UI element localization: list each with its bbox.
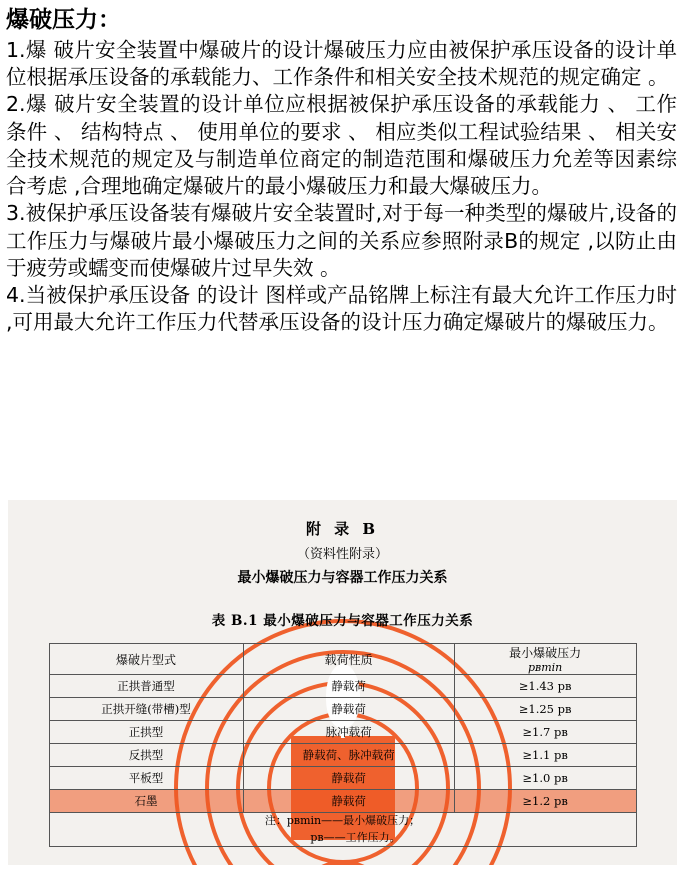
table-row <box>49 790 636 813</box>
annex-subtitle: （资料性附录） <box>296 547 388 562</box>
paragraph-2: 2.爆 破片安全装置的设计单位应根据被保护承压设备的承载能力 、 工作条件 、 结构特点 、 使用单位的要求 、 相应类似工程试验结果 、 相关安全技术规范的规定及与制造单位商定的制造范围和爆破压力允差等因素综合考虑 ,合理地确定爆破片的最小爆破压力和最大爆破压力。 <box>6 92 677 198</box>
table-header-pressure-label: 最小爆破压力 <box>509 646 582 660</box>
table-row <box>49 767 636 790</box>
pressure-table <box>49 643 637 847</box>
table-header-row <box>49 644 636 675</box>
cell-load: 静载荷 <box>243 790 454 813</box>
table-header-type: 爆破片型式 <box>49 644 243 675</box>
paragraph-3: 3.被保护承压设备装有爆破片安全装置时,对于每一种类型的爆破片,设备的工作压力与爆破片最小爆破压力之间的关系应参照附录B的规定 ,以防止由于疲劳或蠕变而使爆破片过早失效 。 <box>6 201 677 280</box>
table-header-pressure-symbol: pʙmin <box>527 661 563 674</box>
annex-heading: 最小爆破压力与容器工作压力关系 <box>237 570 448 586</box>
cell-load: 静载荷 <box>243 675 454 698</box>
cell-pressure: ≥1.0 pʙ <box>454 767 636 790</box>
cell-type: 石墨 <box>49 790 243 813</box>
cell-load: 静载荷 <box>243 767 454 790</box>
cell-load: 静载荷 <box>243 698 454 721</box>
table-row <box>49 698 636 721</box>
table-header-load: 载荷性质 <box>243 644 454 675</box>
annex-figure-image <box>8 500 677 865</box>
table-row <box>49 721 636 744</box>
table-note-row <box>49 813 636 847</box>
paragraph-1: 1.爆 破片安全装置中爆破片的设计爆破压力应由被保护承压设备的设计单位根据承压设备的承载能力、工作条件和相关安全技术规范的规定确定 。 <box>6 37 677 89</box>
text-section <box>0 0 685 337</box>
cell-load: 脉冲载荷 <box>243 721 454 744</box>
cell-type: 正拱开缝(带槽)型 <box>49 698 243 721</box>
cell-type: 反拱型 <box>49 744 243 767</box>
table-header-pressure <box>454 644 636 675</box>
cell-pressure: ≥1.1 pʙ <box>454 744 636 767</box>
table-caption: 表 B.1 最小爆破压力与容器工作压力关系 <box>211 613 474 629</box>
paragraph-4: 4.当被保护承压设备 的设计 图样或产品铭牌上标注有最大允许工作压力时 ,可用最大允许工作压力代替承压设备的设计压力确定爆破片的爆破压力。 <box>6 283 677 335</box>
note-line-2: pʙ——工作压力。 <box>310 830 401 844</box>
cell-type: 平板型 <box>49 767 243 790</box>
cell-type: 正拱普通型 <box>49 675 243 698</box>
cell-pressure: ≥1.25 pʙ <box>454 698 636 721</box>
table-row <box>49 744 636 767</box>
cell-type: 正拱型 <box>49 721 243 744</box>
cell-pressure: ≥1.2 pʙ <box>454 790 636 813</box>
cell-pressure: ≥1.7 pʙ <box>454 721 636 744</box>
table-note <box>49 813 636 847</box>
annex-title: 附 录 B <box>305 520 380 538</box>
cell-pressure: ≥1.43 pʙ <box>454 675 636 698</box>
table-row <box>49 675 636 698</box>
page-title: 爆破压力： <box>6 7 121 33</box>
cell-load: 静载荷、脉冲载荷 <box>243 744 454 767</box>
note-line-1: 注：pʙmin——最小爆破压力； <box>264 814 421 827</box>
